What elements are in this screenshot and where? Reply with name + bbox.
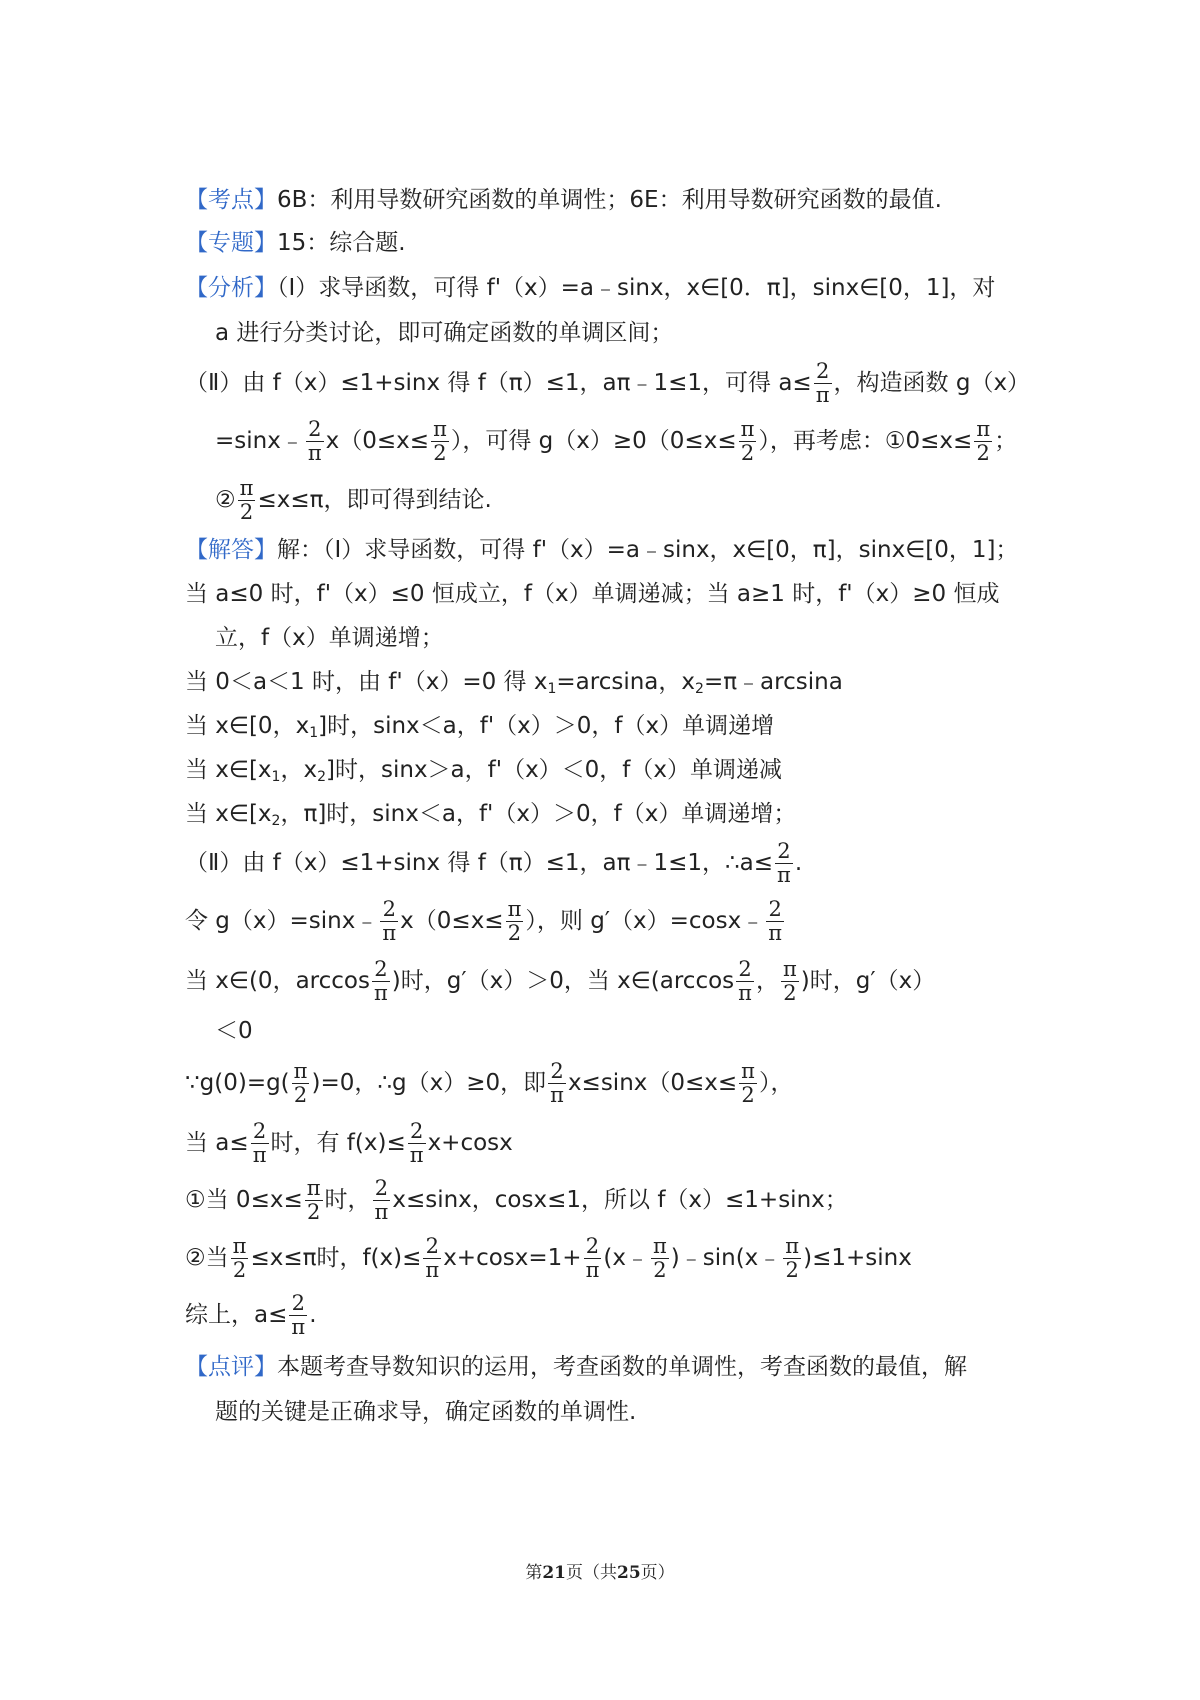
fraction-denominator: π xyxy=(777,863,791,887)
fenxi-line-3 xyxy=(185,360,1030,407)
jieda-text: 解：（Ⅰ）求导函数，可得 f'（x）=a﹣sinx，x∈[0，π]，sinx∈[0，1]； xyxy=(277,537,1019,563)
fraction-denominator: 2 xyxy=(239,500,254,524)
jieda-line-10 xyxy=(185,958,935,1005)
zhuanti-text: 15：综合题. xyxy=(277,230,406,256)
fraction-denominator: π xyxy=(374,1200,389,1224)
fraction xyxy=(739,418,757,465)
fraction xyxy=(736,958,754,1005)
fraction-denominator: 2 xyxy=(740,441,755,465)
text-run: （Ⅱ）由 f（x）≤1+sinx 得 f（π）≤1，aπ﹣1≤1，∴a≤ xyxy=(185,850,774,876)
fraction xyxy=(651,1235,669,1282)
fraction xyxy=(783,1235,801,1282)
jieda-line-11 xyxy=(215,1011,253,1051)
text-run: 当 a≤0 时，f'（x）≤0 恒成立，f（x）单调递减；当 a≥1 时，f'（x）≥0 恒成 xyxy=(185,581,1000,607)
text-run: 令 g（x）=sinx﹣ xyxy=(185,908,379,934)
fraction-numerator: 2 xyxy=(306,418,324,442)
text-run: ②当 xyxy=(185,1245,229,1271)
kaodian-line xyxy=(185,180,942,220)
text-run: )﹣sin(x﹣ xyxy=(670,1245,782,1271)
fraction-numerator: π xyxy=(782,957,797,981)
jieda-line-9 xyxy=(185,898,786,945)
fenxi-tag: 【分析】 xyxy=(185,275,277,301)
footer-text: 页） xyxy=(640,1563,675,1583)
fraction-numerator: 2 xyxy=(548,1060,566,1084)
fraction xyxy=(775,840,793,887)
fraction-denominator: 2 xyxy=(433,441,447,465)
text-run: ），可得 g（x）≥0（0≤x≤ xyxy=(450,428,737,454)
jieda-line-2 xyxy=(185,574,999,614)
text-run: x≤sinx（0≤x≤ xyxy=(567,1070,738,1096)
fraction xyxy=(238,477,256,524)
text-run: 当 a≤ xyxy=(185,1130,249,1156)
fraction-denominator: 2 xyxy=(306,1200,321,1224)
fraction-denominator: π xyxy=(550,1083,564,1107)
text-run: ]时，sinx＜a，f'（x）＞0，f（x）单调递增 xyxy=(318,713,775,739)
fraction xyxy=(408,1120,426,1167)
dianping-line xyxy=(185,1347,967,1387)
fraction-denominator: 2 xyxy=(232,1258,247,1282)
fraction-numerator: π xyxy=(239,476,254,500)
text-run: （Ⅱ）由 f（x）≤1+sinx 得 f（π）≤1，aπ﹣1≤1，可得 a≤ xyxy=(185,370,812,396)
fraction-numerator: 2 xyxy=(423,1235,441,1259)
text-run: (x﹣ xyxy=(603,1245,649,1271)
text-run: 当 x∈[0，x xyxy=(185,713,310,739)
text-run: ， xyxy=(755,968,779,994)
text-run: )=0，∴g（x）≥0，即 xyxy=(311,1070,547,1096)
footer-text: 第 xyxy=(525,1563,543,1583)
fraction-denominator: π xyxy=(585,1258,600,1282)
fraction xyxy=(306,418,324,465)
fraction xyxy=(423,1235,441,1282)
text-run: ＜0 xyxy=(215,1018,253,1044)
fraction xyxy=(974,418,992,465)
fraction xyxy=(372,958,390,1005)
text-run: )时，g′（x）＞0，当 x∈(arccos xyxy=(391,968,735,994)
fraction xyxy=(251,1120,269,1167)
text-run: =sinx﹣ xyxy=(215,428,304,454)
text-run: x+cosx=1+ xyxy=(443,1245,582,1271)
text-run: ≤x≤π时，f(x)≤ xyxy=(250,1245,422,1271)
fenxi-line-5 xyxy=(215,477,492,524)
fraction-numerator: 2 xyxy=(372,958,390,982)
fraction xyxy=(431,418,449,465)
text-run: ≤x≤π，即可得到结论. xyxy=(257,487,492,513)
text-run: ]时，sinx＞a，f'（x）＜0，f（x）单调递减 xyxy=(326,757,783,783)
fraction xyxy=(739,1060,757,1107)
fraction-numerator: π xyxy=(433,417,447,441)
fraction xyxy=(814,360,832,407)
text-run: )≤1+sinx xyxy=(803,1245,912,1271)
jieda-line-15 xyxy=(185,1235,912,1282)
fraction xyxy=(584,1235,602,1282)
fraction-denominator: π xyxy=(425,1258,440,1282)
kaodian-tag: 【考点】 xyxy=(185,187,277,213)
fraction-denominator: π xyxy=(291,1315,306,1339)
fraction xyxy=(506,898,524,945)
text-run: . xyxy=(794,850,803,876)
fraction xyxy=(380,898,398,945)
dianping-text: 本题考查导数知识的运用，考查函数的单调性，考查函数的最值，解 xyxy=(277,1354,967,1380)
jieda-line-3 xyxy=(215,618,444,658)
text-run: ，构造函数 g（x） xyxy=(833,370,1031,396)
text-run: ∵g(0)=g( xyxy=(185,1070,290,1096)
fraction-denominator: π xyxy=(768,921,783,945)
text-run: x+cosx xyxy=(427,1130,513,1156)
fraction-denominator: 2 xyxy=(741,1083,755,1107)
fraction-numerator: 2 xyxy=(766,898,784,922)
jieda-line xyxy=(185,530,1018,570)
fraction-denominator: 2 xyxy=(653,1258,667,1282)
fenxi-line xyxy=(185,268,995,308)
fraction-numerator: π xyxy=(976,417,991,441)
zhuanti-tag: 【专题】 xyxy=(185,230,277,256)
fraction-numerator: 2 xyxy=(380,898,398,922)
fraction-numerator: 2 xyxy=(373,1177,391,1201)
kaodian-text: 6B：利用导数研究函数的单调性；6E：利用导数研究函数的最值. xyxy=(277,187,942,213)
text-run: x（0≤x≤ xyxy=(400,908,504,934)
fraction xyxy=(373,1177,391,1224)
jieda-line-5 xyxy=(185,706,774,753)
jieda-line-7 xyxy=(185,794,796,841)
text-run: =arcsina，x xyxy=(556,669,696,695)
text-run: x≤sinx，cosx≤1，所以 f（x）≤1+sinx； xyxy=(392,1187,848,1213)
fraction-numerator: π xyxy=(652,1234,667,1258)
fraction-numerator: 2 xyxy=(584,1235,602,1259)
text-run: =π﹣arcsina xyxy=(703,669,843,695)
page-number: 21 xyxy=(542,1563,566,1583)
fenxi-line-4 xyxy=(215,418,1017,465)
fraction-denominator: π xyxy=(409,1143,424,1167)
fraction-numerator: π xyxy=(507,897,522,921)
fraction-denominator: 2 xyxy=(785,1258,799,1282)
footer-text: 页（共 xyxy=(566,1563,617,1583)
fraction-denominator: 2 xyxy=(783,981,797,1005)
jieda-line-16 xyxy=(185,1292,317,1339)
fraction xyxy=(548,1060,566,1107)
text-run: 当 x∈[x xyxy=(185,801,272,827)
jieda-tag: 【解答】 xyxy=(185,537,277,563)
fraction-denominator: 2 xyxy=(507,921,522,945)
fraction-numerator: 2 xyxy=(289,1292,307,1316)
text-run: 当 x∈[x xyxy=(185,757,272,783)
fraction-numerator: π xyxy=(306,1176,321,1200)
text-run: ，π]时，sinx＜a，f'（x）＞0，f（x）单调递增； xyxy=(280,801,797,827)
fraction xyxy=(231,1235,249,1282)
fraction-denominator: π xyxy=(738,981,752,1005)
fraction-denominator: π xyxy=(382,921,397,945)
fraction-numerator: 2 xyxy=(408,1120,426,1144)
fraction-denominator: π xyxy=(252,1143,267,1167)
fenxi-text-2: a 进行分类讨论，即可确定函数的单调区间； xyxy=(215,320,674,346)
fraction-numerator: 2 xyxy=(814,360,832,384)
fraction-numerator: π xyxy=(741,1059,755,1083)
subscript: 2 xyxy=(695,681,704,697)
text-run: ），则 g′（x）=cosx﹣ xyxy=(525,908,765,934)
fraction-numerator: π xyxy=(785,1234,800,1258)
fraction-numerator: π xyxy=(232,1234,247,1258)
total-pages: 25 xyxy=(617,1563,641,1583)
subscript: 2 xyxy=(271,813,281,829)
jieda-line-8 xyxy=(185,840,802,887)
fenxi-line-2 xyxy=(215,313,673,353)
text-run: x（0≤x≤ xyxy=(325,428,430,454)
dianping-line-2 xyxy=(215,1392,636,1432)
fraction xyxy=(766,898,784,945)
fraction xyxy=(289,1292,307,1339)
text-run: ，x xyxy=(280,757,318,783)
fraction-denominator: 2 xyxy=(293,1083,308,1107)
fraction-denominator: 2 xyxy=(976,441,990,465)
subscript: 1 xyxy=(271,769,281,785)
jieda-line-4 xyxy=(185,662,843,709)
text-run: ①当 0≤x≤ xyxy=(185,1187,303,1213)
text-run: 立，f（x）单调递增； xyxy=(215,625,444,651)
subscript: 1 xyxy=(547,681,557,697)
text-run: . xyxy=(309,1302,317,1328)
fraction-numerator: π xyxy=(740,417,755,441)
fraction-numerator: 2 xyxy=(736,958,754,982)
fraction-denominator: π xyxy=(815,383,830,407)
subscript: 1 xyxy=(309,725,319,741)
jieda-line-6 xyxy=(185,750,782,797)
text-run: ； xyxy=(994,428,1018,454)
text-run: 时，有 f(x)≤ xyxy=(270,1130,406,1156)
text-run: 综上，a≤ xyxy=(185,1302,288,1328)
zhuanti-line xyxy=(185,223,406,263)
subscript: 2 xyxy=(317,769,327,785)
fraction-numerator: π xyxy=(293,1059,308,1083)
text-run: ）， xyxy=(758,1070,794,1096)
jieda-line-14 xyxy=(185,1177,848,1224)
jieda-line-13 xyxy=(185,1120,513,1167)
fraction xyxy=(781,958,799,1005)
page-footer xyxy=(0,1558,1200,1583)
fenxi-text: （Ⅰ）求导函数，可得 f'（x）=a﹣sinx，x∈[0．π]，sinx∈[0，1]，对 xyxy=(277,275,996,301)
text-run: 题的关键是正确求导，确定函数的单调性. xyxy=(215,1399,637,1425)
text-run: ），再考虑：①0≤x≤ xyxy=(758,428,973,454)
dianping-tag: 【点评】 xyxy=(185,1354,277,1380)
text-run: 当 0＜a＜1 时，由 f'（x）=0 得 x xyxy=(185,669,548,695)
text-run: 时， xyxy=(324,1187,371,1213)
fraction-denominator: π xyxy=(373,981,388,1005)
fraction xyxy=(292,1060,310,1107)
fraction-numerator: 2 xyxy=(775,840,793,864)
jieda-line-12 xyxy=(185,1060,793,1107)
text-run: 当 x∈(0，arccos xyxy=(185,968,370,994)
text-run: )时，g′（x） xyxy=(800,968,936,994)
fraction-numerator: 2 xyxy=(251,1120,269,1144)
fraction-denominator: π xyxy=(307,441,322,465)
text-run: ② xyxy=(215,487,236,513)
fraction xyxy=(305,1177,323,1224)
